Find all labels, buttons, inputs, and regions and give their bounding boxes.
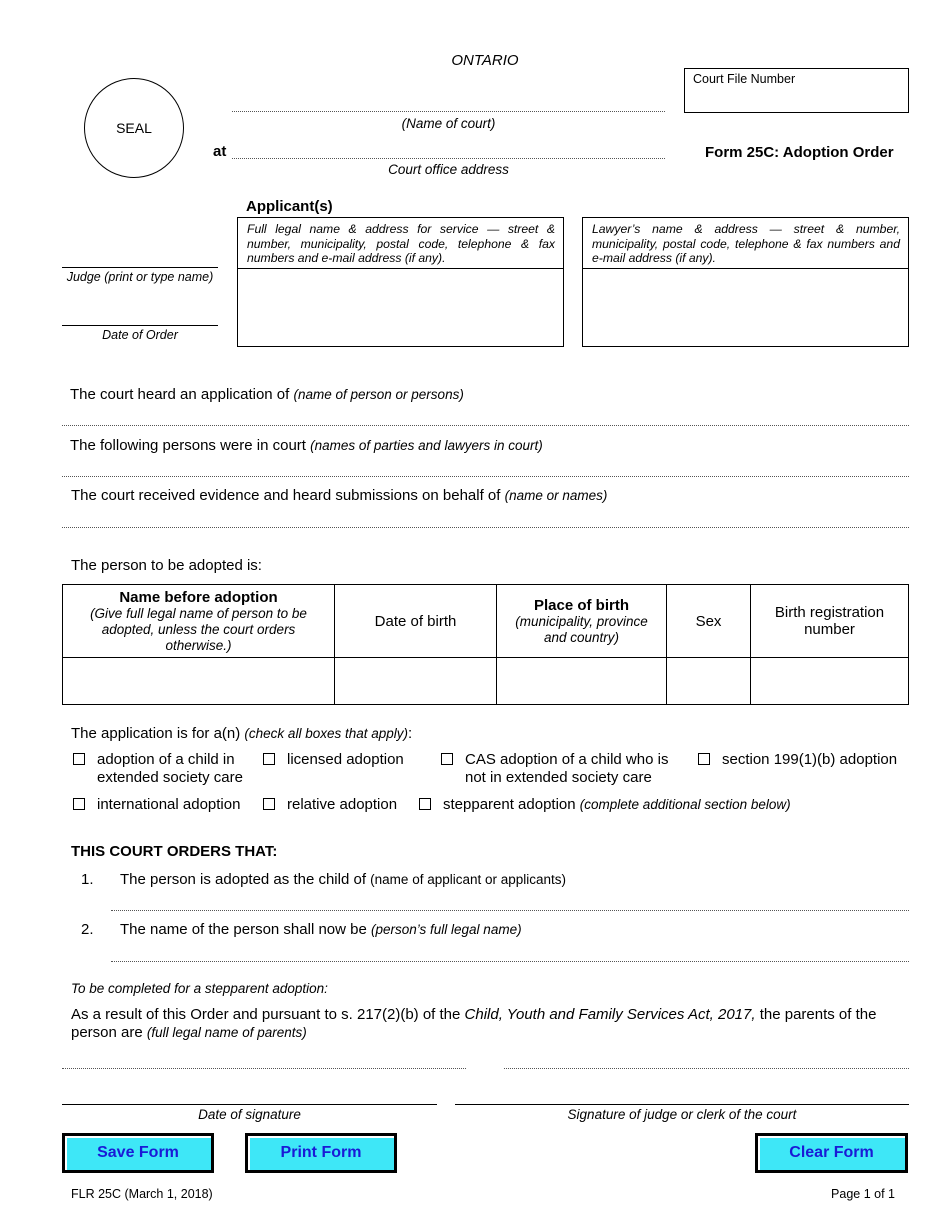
province-title: ONTARIO — [451, 52, 519, 69]
clear-form-button[interactable]: Clear Form — [755, 1133, 908, 1173]
order-1-label: The person is adopted as the child of — [120, 871, 366, 888]
stepparent-text: stepparent adoption — [443, 796, 576, 813]
stepparent-hint-parents: (full legal name of parents) — [146, 1025, 307, 1040]
col-birth-registration: Birth registration number — [751, 585, 909, 658]
application-intro-colon: : — [408, 725, 413, 742]
order-2-label: The name of the person shall now be — [120, 921, 367, 938]
col-date-of-birth: Date of birth — [335, 585, 497, 658]
checkbox-section-199[interactable] — [698, 753, 710, 765]
adoptee-table — [62, 584, 909, 705]
sex-input[interactable] — [667, 658, 751, 705]
parent-1-field[interactable] — [62, 1068, 466, 1069]
col-place-title: Place of birth — [533, 596, 630, 614]
stepparent-note: To be completed for a stepparent adoption: — [71, 981, 328, 996]
applicants-heading: Applicant(s) — [246, 198, 333, 215]
persons-prefix: The following persons were in court — [70, 437, 306, 454]
order-2-text — [120, 921, 522, 938]
heard-field[interactable] — [62, 425, 909, 426]
date-of-signature-label: Date of signature — [198, 1107, 301, 1122]
persons-field[interactable] — [62, 476, 909, 477]
option-cas-label — [465, 751, 668, 787]
adoptive-parents-field[interactable] — [111, 910, 909, 911]
option-extended-care-label — [97, 751, 243, 787]
court-name-label: (Name of court) — [401, 116, 496, 131]
application-intro — [71, 725, 412, 742]
date-of-signature-field[interactable] — [62, 1104, 437, 1105]
evidence-prefix: The court received evidence and heard submissions on behalf of — [71, 487, 501, 504]
place-of-birth-input[interactable] — [497, 658, 667, 705]
application-intro-text: The application is for a(n) — [71, 725, 241, 742]
court-address-label: Court office address — [388, 162, 509, 177]
stepparent-text-b: the parents of the person are — [71, 1006, 877, 1041]
applicant-instructions: Full legal name & address for service — street & number, municipality, postal code, telephone & fax numbers and e-mail address (if any). — [247, 222, 555, 265]
checkbox-relative[interactable] — [263, 798, 275, 810]
at-label: at — [213, 143, 227, 160]
evidence-field[interactable] — [62, 527, 909, 528]
col-name-before-adoption — [63, 585, 335, 658]
evidence-hint: (name or names) — [504, 488, 608, 503]
date-of-order-label: Date of Order — [102, 328, 178, 342]
form-title: Form 25C: Adoption Order — [705, 144, 894, 161]
order-2-hint: (person’s full legal name) — [371, 922, 522, 937]
stepparent-hint: (complete additional section below) — [579, 797, 791, 812]
evidence-statement — [71, 487, 607, 504]
checkbox-licensed[interactable] — [263, 753, 275, 765]
checkbox-cas[interactable] — [441, 753, 453, 765]
heard-statement — [70, 386, 464, 403]
applicant-input[interactable] — [238, 269, 563, 346]
order-2-number: 2. — [81, 921, 94, 938]
order-1-text — [120, 871, 566, 888]
col-place-of-birth — [497, 585, 667, 658]
cas-line1: CAS adoption of a child who is — [465, 751, 669, 768]
col-sex: Sex — [667, 585, 751, 658]
heard-hint: (name of person or persons) — [293, 387, 464, 402]
option-licensed-label: licensed adoption — [287, 751, 404, 768]
stepparent-statement — [71, 1006, 901, 1042]
parent-2-field[interactable] — [504, 1068, 909, 1069]
table-row — [63, 658, 909, 705]
page-number: Page 1 of 1 — [831, 1187, 895, 1201]
extended-care-line2: extended society care — [97, 769, 243, 786]
seal-circle — [84, 78, 184, 178]
cas-line2: not in extended society care — [465, 769, 652, 786]
orders-heading: THIS COURT ORDERS THAT: — [71, 843, 278, 860]
col-place-hint: (municipality, province and country) — [515, 613, 648, 645]
lawyer-instructions: Lawyer’s name & address — street & number, municipality, postal code, telephone & fax numbers and e-mail address (if any). — [592, 222, 900, 265]
persons-statement — [70, 437, 543, 454]
persons-hint: (names of parties and lawyers in court) — [310, 438, 543, 453]
checkbox-international[interactable] — [73, 798, 85, 810]
lawyer-input[interactable] — [583, 269, 908, 346]
option-relative-label: relative adoption — [287, 796, 398, 813]
heard-prefix: The court heard an application of — [70, 386, 290, 403]
save-form-button[interactable]: Save Form — [62, 1133, 214, 1173]
adoptee-table-header — [63, 585, 909, 658]
extended-care-line1: adoption of a child in — [97, 751, 235, 768]
new-name-field[interactable] — [111, 961, 909, 962]
col-name-hint: (Give full legal name of person to be adopted, unless the court orders otherwise.) — [90, 605, 307, 653]
stepparent-text-a: As a result of this Order and pursuant to s. 217(2)(b) of the — [71, 1006, 461, 1023]
option-section-199-label: section 199(1)(b) adoption — [722, 751, 898, 768]
order-1-number: 1. — [81, 871, 94, 888]
judge-name-field[interactable] — [62, 267, 218, 268]
court-file-number-box[interactable] — [684, 68, 909, 113]
checkbox-extended-care[interactable] — [73, 753, 85, 765]
signature-field[interactable] — [455, 1104, 909, 1105]
court-address-field[interactable] — [232, 158, 665, 159]
order-1-hint: (name of applicant or applicants) — [370, 872, 567, 887]
adoptee-intro: The person to be adopted is: — [71, 557, 262, 574]
court-file-number-label: Court File Number — [693, 72, 796, 86]
form-id: FLR 25C (March 1, 2018) — [71, 1187, 213, 1201]
checkbox-stepparent[interactable] — [419, 798, 431, 810]
court-name-field[interactable] — [232, 111, 665, 112]
option-international-label: international adoption — [97, 796, 241, 813]
signature-label: Signature of judge or clerk of the court — [567, 1107, 797, 1122]
date-of-order-field[interactable] — [62, 325, 218, 326]
print-form-button[interactable]: Print Form — [245, 1133, 397, 1173]
judge-label: Judge (print or type name) — [66, 270, 214, 284]
birth-registration-input[interactable] — [751, 658, 909, 705]
date-of-birth-input[interactable] — [335, 658, 497, 705]
seal-label: SEAL — [116, 120, 152, 136]
col-name-title: Name before adoption — [119, 588, 278, 606]
lawyer-box — [582, 217, 909, 347]
application-intro-hint: (check all boxes that apply) — [244, 726, 409, 741]
name-before-adoption-input[interactable] — [63, 658, 335, 705]
applicant-box — [237, 217, 564, 347]
act-name: Child, Youth and Family Services Act, 2017, — [464, 1006, 756, 1023]
option-stepparent-label — [443, 796, 791, 814]
